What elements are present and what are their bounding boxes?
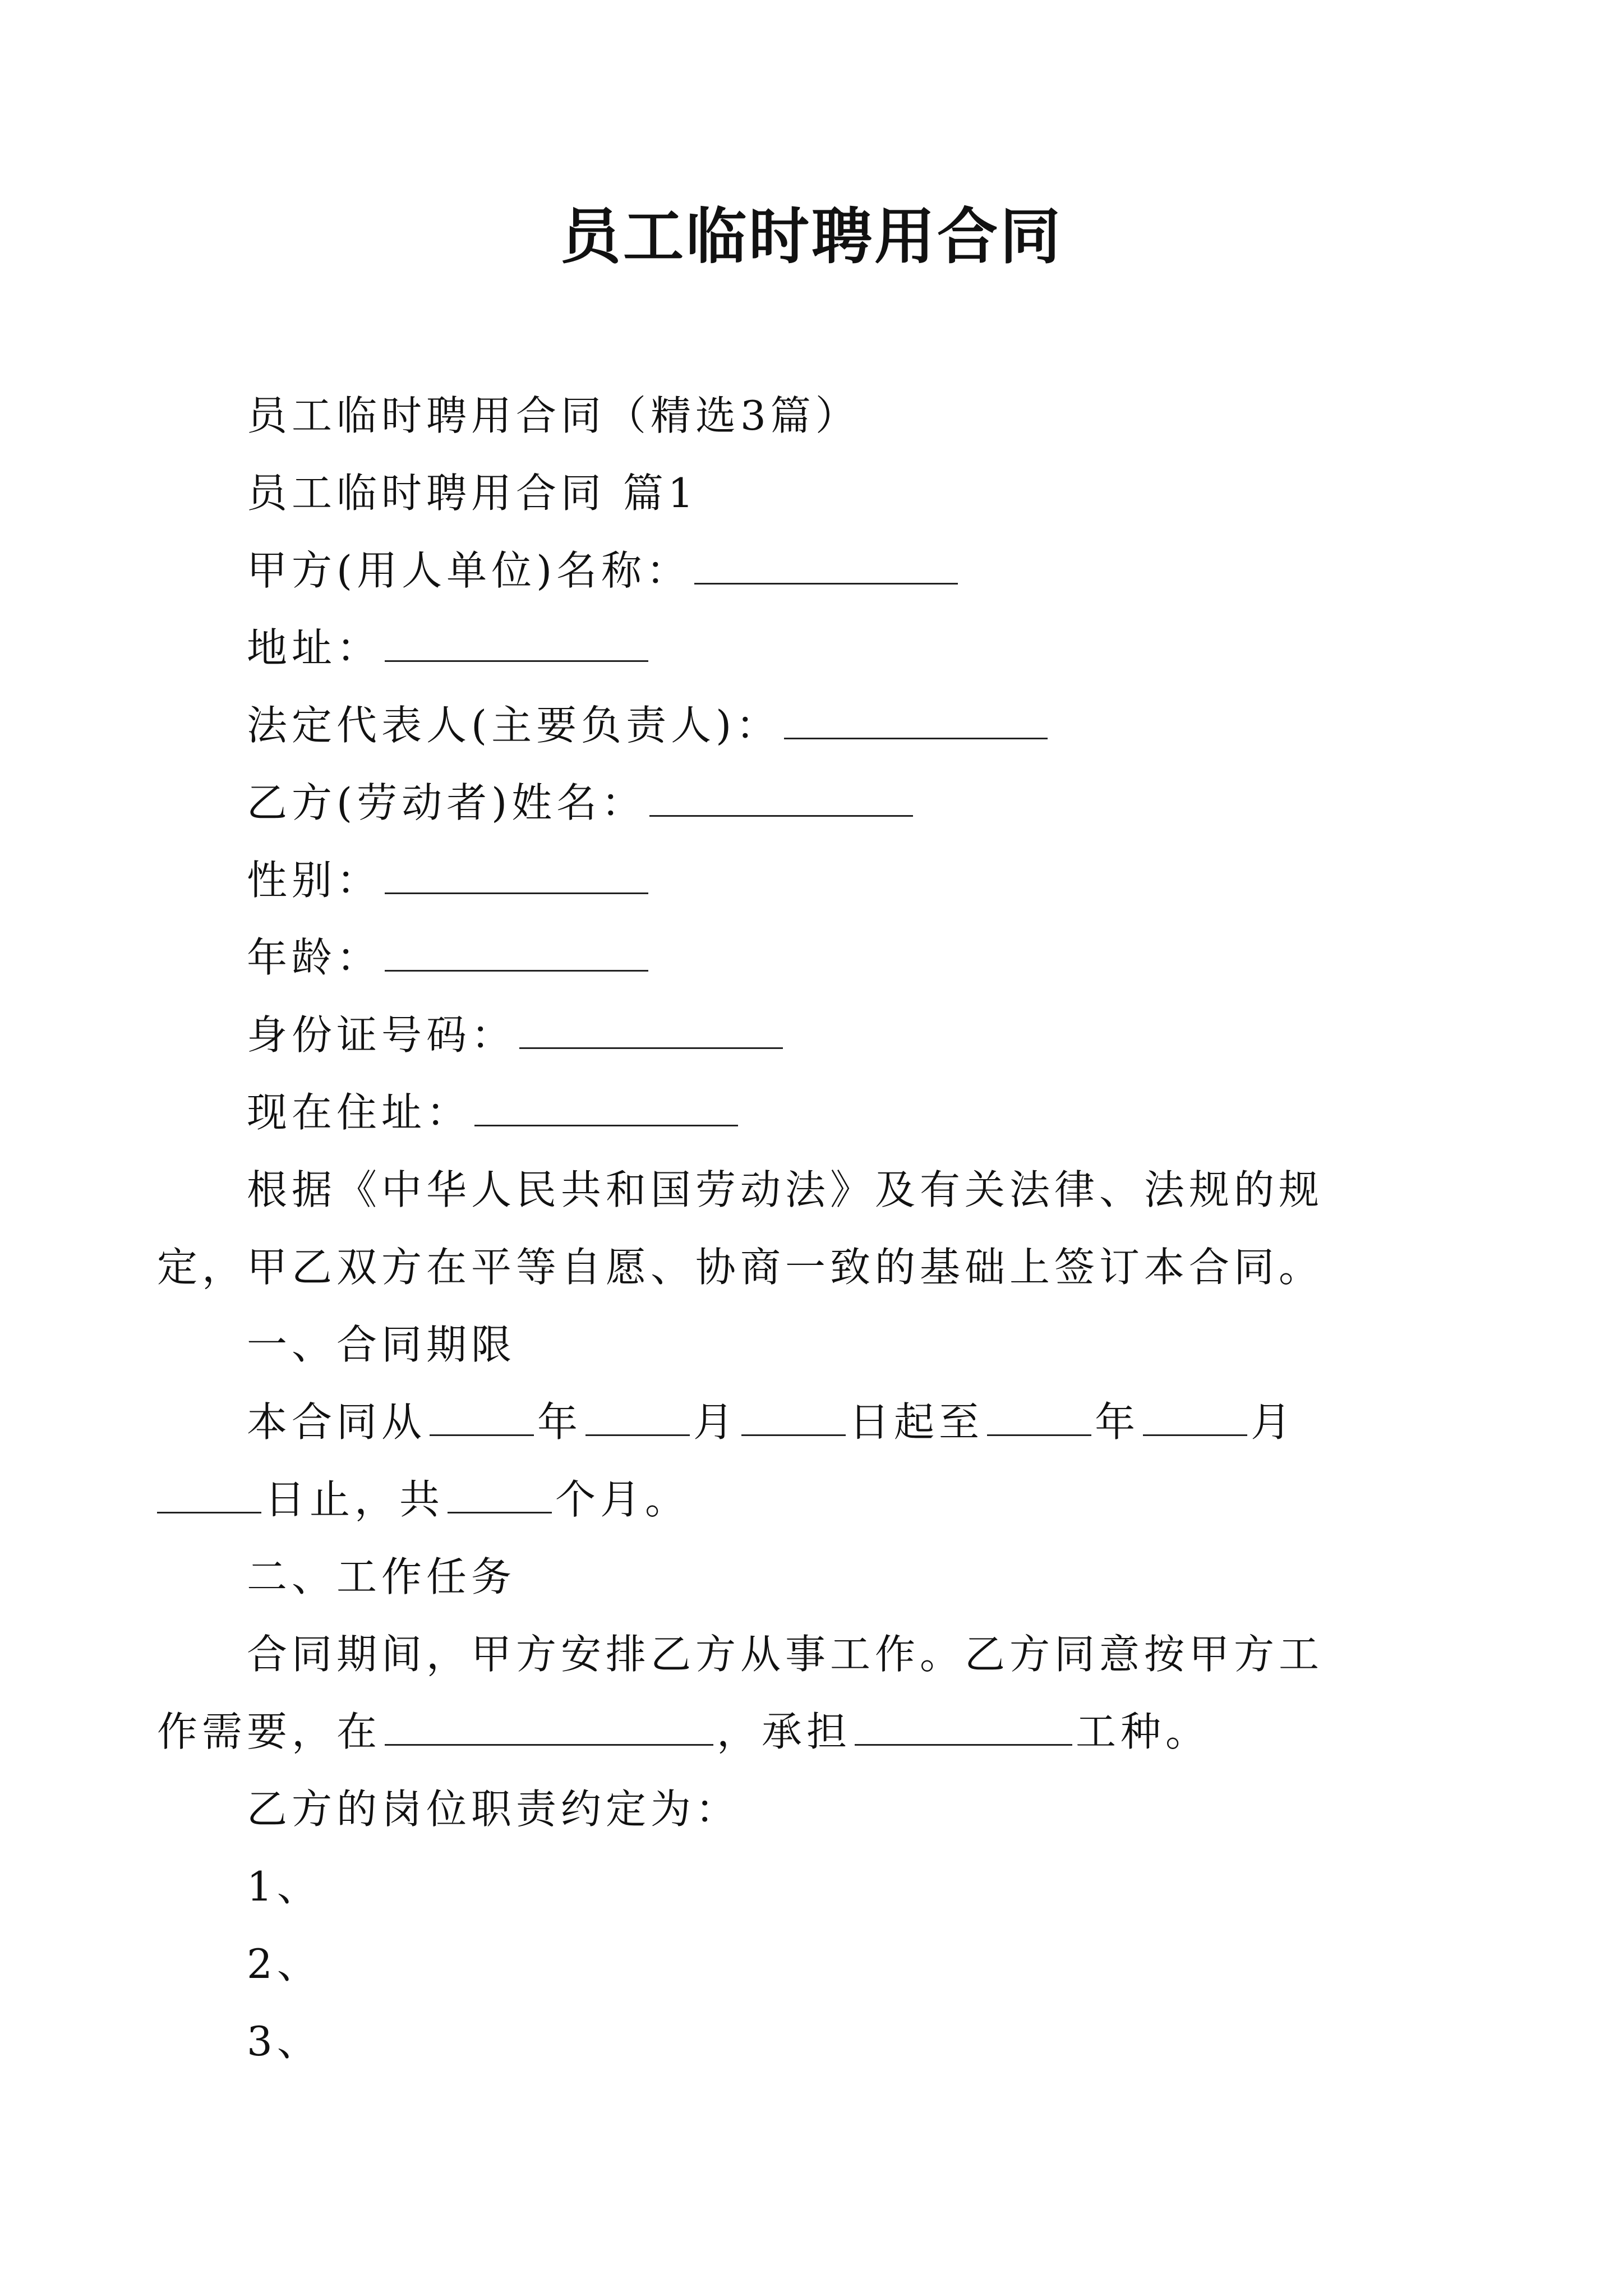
subtitle-text: 员工临时聘用合同（精选3篇） <box>247 392 860 439</box>
duty-item-1 <box>247 1848 1424 1925</box>
party-b-name-blank[interactable] <box>649 780 913 817</box>
start-month-blank[interactable] <box>585 1400 690 1436</box>
term-from-label: 本合同从 <box>247 1398 427 1446</box>
term-year-label: 年 <box>537 1398 583 1446</box>
legal-rep-blank[interactable] <box>784 703 1048 739</box>
term-line-1 <box>247 1383 1424 1461</box>
party-b-name-line <box>247 764 1402 841</box>
clause-1-heading-text: 一、合同期限 <box>247 1321 517 1368</box>
end-year-blank[interactable] <box>987 1400 1091 1436</box>
duty-item-3 <box>247 2003 1424 2080</box>
term-end-month-label: 月 <box>1251 1398 1296 1446</box>
id-number-line <box>247 996 1402 1074</box>
job-type-blank[interactable] <box>855 1709 1072 1746</box>
section-heading-text: 员工临时聘用合同 篇1 <box>247 470 698 517</box>
task-job-type-label: 工种。 <box>1076 1708 1211 1755</box>
duty-item-2-number: 2、 <box>247 1940 322 1987</box>
clause-2-heading-text: 二、工作任务 <box>247 1553 517 1600</box>
document-title: 员工临时聘用合同 <box>560 201 1063 272</box>
gender-blank[interactable] <box>385 858 648 894</box>
address-label: 地址： <box>247 624 382 671</box>
legal-rep-label: 法定代表人(主要负责人)： <box>247 702 781 749</box>
section-heading <box>247 454 1402 532</box>
subtitle-line <box>247 377 1402 454</box>
duties-intro-text: 乙方的岗位职责约定为： <box>247 1786 741 1833</box>
duty-item-3-number: 3、 <box>247 2018 322 2065</box>
gender-line <box>247 841 1402 919</box>
gender-label: 性别： <box>247 857 382 904</box>
task-line-2 <box>157 1693 1424 1770</box>
task-undertake-label: ，承担 <box>717 1708 852 1755</box>
party-b-name-label: 乙方(劳动者)姓名： <box>247 779 647 826</box>
end-month-blank[interactable] <box>1143 1400 1247 1436</box>
party-a-name-line <box>247 532 1402 609</box>
term-month-label: 月 <box>693 1398 739 1446</box>
age-line <box>247 919 1402 996</box>
document-body-flow <box>157 1228 1424 2080</box>
term-to-label: 日起至 <box>849 1398 984 1446</box>
age-label: 年龄： <box>247 934 382 981</box>
address-blank[interactable] <box>385 625 648 662</box>
current-address-label: 现在住址： <box>247 1089 472 1136</box>
address-line <box>247 609 1402 687</box>
id-number-label: 身份证号码： <box>247 1011 517 1059</box>
term-end-year-label: 年 <box>1095 1398 1140 1446</box>
task-at-label: 作需要，在 <box>157 1708 382 1755</box>
current-address-blank[interactable] <box>474 1090 738 1126</box>
task-text-1: 合同期间，甲方安排乙方从事工作。乙方同意按甲方工 <box>247 1631 1324 1678</box>
term-end-label: 日止，共 <box>265 1476 445 1523</box>
start-day-blank[interactable] <box>741 1400 846 1436</box>
preamble-line-2 <box>157 1228 1424 1306</box>
id-number-blank[interactable] <box>519 1013 783 1049</box>
months-blank[interactable] <box>448 1477 552 1513</box>
preamble-text-1: 根据《中华人民共和国劳动法》及有关法律、法规的规 <box>247 1166 1324 1213</box>
current-address-line <box>247 1074 1402 1151</box>
end-day-blank[interactable] <box>157 1477 261 1513</box>
start-year-blank[interactable] <box>430 1400 534 1436</box>
clause-2-heading <box>247 1538 1424 1616</box>
term-line-2 <box>157 1461 1424 1538</box>
clause-1-heading <box>247 1306 1424 1383</box>
task-line-1 <box>247 1616 1424 1693</box>
party-a-name-blank[interactable] <box>694 548 958 585</box>
age-blank[interactable] <box>385 935 648 972</box>
preamble-line-1 <box>247 1151 1402 1228</box>
preamble-text-2: 定，甲乙双方在平等自愿、协商一致的基础上签订本合同。 <box>157 1244 1324 1291</box>
duties-intro <box>247 1770 1424 1848</box>
document-body <box>247 377 1402 1151</box>
work-location-blank[interactable] <box>385 1709 713 1746</box>
duty-item-1-number: 1、 <box>247 1863 322 1910</box>
duty-item-2 <box>247 1925 1424 2003</box>
term-months-label: 个月。 <box>555 1476 690 1523</box>
legal-rep-line <box>247 687 1402 764</box>
document-body-cont <box>247 1151 1402 1228</box>
party-a-name-label: 甲方(用人单位)名称： <box>247 547 691 594</box>
